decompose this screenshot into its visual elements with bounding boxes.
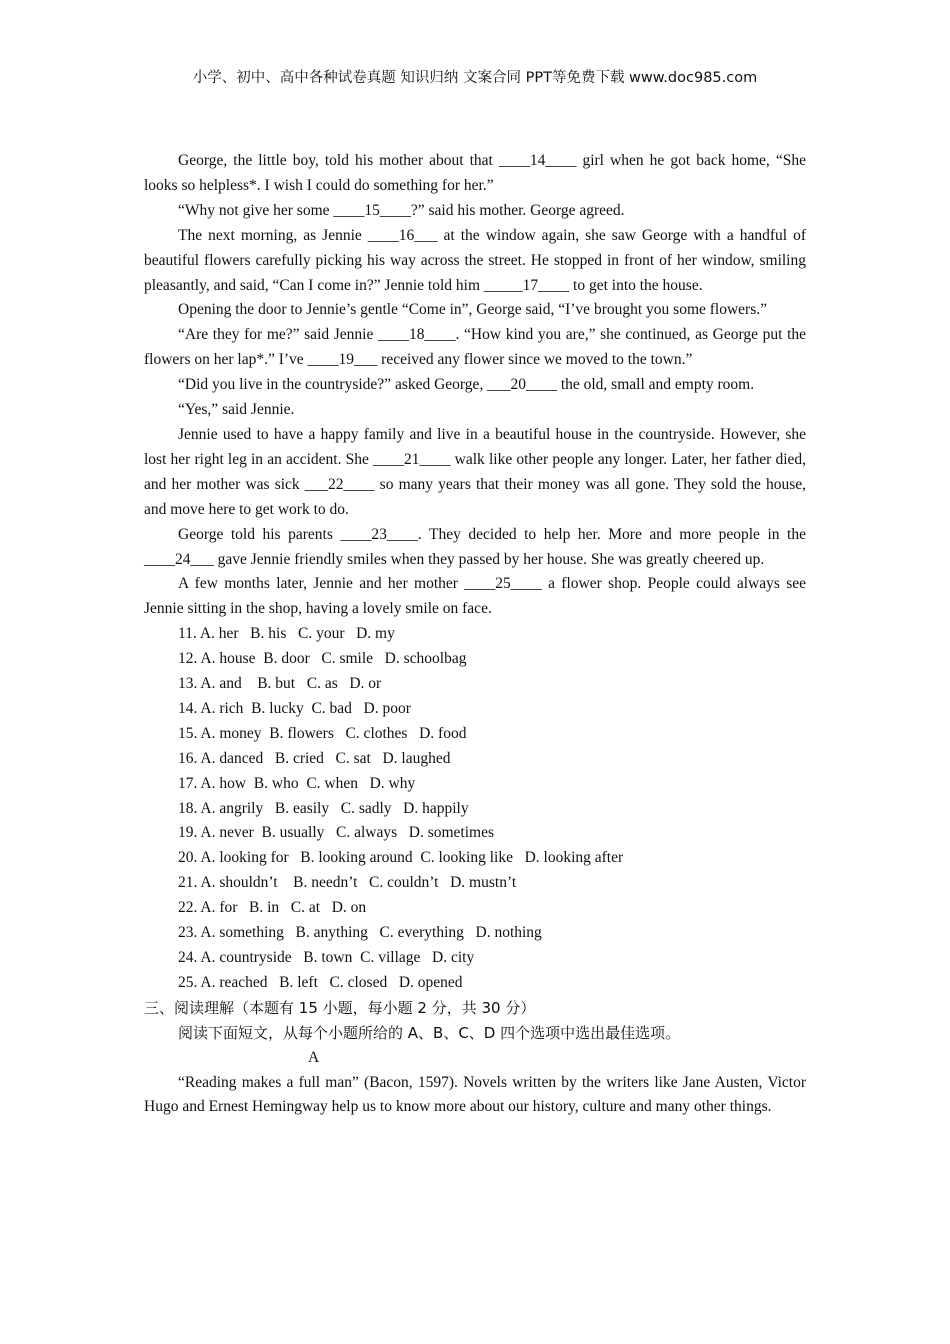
question-option-line: 19. A. never B. usually C. always D. sometimes [178,824,494,842]
question-option-line: 24. A. countryside B. town C. village D. city [178,949,475,966]
question-option-line: 15. A. money B. flowers C. clothes D. food [178,724,467,742]
question-option-line: 16. A. danced B. cried C. sat D. laughed [178,749,451,767]
question-option-line: 13. A. and B. but C. as D. or [178,675,382,693]
paragraph: “Yes,” said Jennie. [178,401,295,419]
question-option-line: 18. A. angrily B. easily C. sadly D. happily [178,799,469,817]
question-option-line: 21. A. shouldn’t B. needn’t C. couldn’t D. mustn’t [178,874,517,892]
section-heading: 三、阅读理解（本题有 15 小题，每小题 2 分，共 30 分） [144,998,536,1017]
paragraph: Jennie used to have a happy family and live in a beautiful house in the countryside. However, she lost her right leg in an accident. She ____21____ walk like other people any longer. Later, her father died, and her mother was sick ___22____ so many years that their money was all gone. They sold the house, and move here to get work to do. [144,425,806,518]
page-header: 小学、初中、高中各种试卷真题 知识归纳 文案合同 PPT等免费下载 www.doc985.com [192,70,758,86]
paragraph: “Why not give her some ____15____?” said his mother. George agreed. [178,201,625,219]
question-option-line: 22. A. for B. in C. at D. on [178,899,367,917]
question-option-line: 17. A. how B. who C. when D. why [178,774,416,792]
question-option-line: 23. A. something B. anything C. everything D. nothing [178,924,542,942]
question-option-line: 12. A. house B. door C. smile D. schoolbag [178,650,467,668]
paragraph: A few months later, Jennie and her mother ____25____ a flower shop. People could always see Jennie sitting in the shop, having a lovely smile on face. [144,575,806,618]
document-body [144,149,806,1120]
paragraph: The next morning, as Jennie ____16___ at the window again, she saw George with a handful of beautiful flowers carefully picking his way across the street. He stopped in front of her window, smiling pleasantly, and said, “Can I come in?” Jennie told him _____17____ to get into the house. [144,226,806,294]
question-option-line: 20. A. looking for B. looking around C. looking like D. looking after [178,849,624,867]
question-option-line: 14. A. rich B. lucky C. bad D. poor [178,699,411,717]
paragraph: “Did you live in the countryside?” asked George, ___20____ the old, small and empty room. [178,376,755,394]
paragraph: George told his parents ____23____. They decided to help her. More and more people in the ____24___ gave Jennie friendly smiles when they passed by her house. She was greatly cheered up. [144,525,806,568]
paragraph: “Are they for me?” said Jennie ____18____. “How kind you are,” she continued, as George put the flowers on her lap*.” I’ve ____19___ received any flower since we moved to the town.” [144,326,806,369]
passage-label: A [308,1048,320,1066]
paragraph: Opening the door to Jennie’s gentle “Come in”, George said, “I’ve brought you some flowers.” [178,301,767,319]
paragraph: George, the little boy, told his mother about that ____14____ girl when he got back home, “She looks so helpless*. I wish I could do something for her.” [144,152,806,194]
passage-intro: “Reading makes a full man” (Bacon, 1597). Novels written by the writers like Jane Austen, Victor Hugo and Ernest Hemingway help us to know more about our history, culture and many other things. [144,1073,806,1116]
section-instruction: 阅读下面短文，从每个小题所给的 A、B、C、D 四个选项中选出最佳选项。 [178,1023,681,1042]
question-option-line: 25. A. reached B. left C. closed D. opened [178,973,463,991]
question-option-line: 11. A. her B. his C. your D. my [178,625,395,643]
